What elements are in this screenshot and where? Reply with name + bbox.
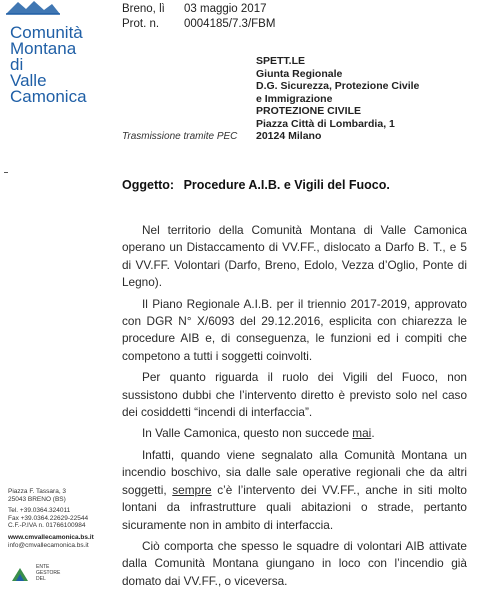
subject-label: Oggetto: bbox=[122, 178, 175, 192]
footer-email[interactable]: info@cmvallecamonica.bs.it bbox=[8, 541, 89, 549]
protocol-number: 0004185/7.3/FBM bbox=[184, 18, 276, 30]
letter-body bbox=[122, 222, 467, 594]
place-label: Breno, lì bbox=[122, 3, 165, 15]
recipient-line: e Immigrazione bbox=[256, 92, 333, 105]
text-run: Infatti, quando viene segnalato alla Comunità Montana un incendio boschivo, sia dalle sale operative regionali che da altri soggetti, bbox=[122, 447, 467, 497]
subject-text: Procedure A.I.B. e Vigili del Fuoco. bbox=[183, 178, 390, 192]
fold-mark bbox=[4, 172, 8, 173]
letterhead-footer bbox=[8, 488, 116, 549]
footer-address: Piazza F. Tassara, 3 bbox=[8, 488, 67, 495]
protocol-label: Prot. n. bbox=[122, 18, 160, 30]
body-paragraph: Il Piano Regionale A.I.B. per il triennio 2017-2019, approvato con DGR N° X/6093 del 29.12.2016, esplicita con chiarezza le procedure AIB e, di conseguenza, le funzioni ed i compiti che competono a tutti i soggetti coinvolti. bbox=[122, 296, 467, 363]
footer-logo-line: ENTE bbox=[36, 564, 50, 570]
footer-logo-caption bbox=[36, 564, 60, 582]
body-paragraph bbox=[122, 425, 467, 442]
letter-meta bbox=[122, 2, 275, 32]
recipient-line: 20124 Milano bbox=[256, 130, 322, 142]
body-paragraph: Per quanto riguarda il ruolo dei Vigili del Fuoco, non sussistono dubbi che l’intervento diretto è previsto solo nel caso dei cosiddetti “incendi di interfaccia”. bbox=[122, 370, 467, 420]
org-name-line: di bbox=[10, 55, 24, 74]
transmission-note: Trasmissione tramite PEC bbox=[122, 131, 238, 142]
underlined-word: mai bbox=[352, 426, 372, 441]
recipient-line: Piazza Città di Lombardia, 1 bbox=[256, 117, 395, 130]
mountain-crest-icon bbox=[4, 0, 62, 16]
org-name-line: Camonica bbox=[10, 87, 87, 106]
park-leaf-icon bbox=[10, 565, 30, 583]
text-run: . bbox=[371, 426, 375, 441]
org-name-line: Montana bbox=[10, 39, 77, 58]
body-paragraph: Ciò comporta che spesso le squadre di volontari AIB attivate dalla Comunità Montana giungano in loco con l’incendio già domato dai VV.FF., o viceversa. bbox=[122, 538, 467, 588]
body-paragraph: Nel territorio della Comunità Montana di Valle Camonica operano un Distaccamento di VV.FF., dislocato a Darfo B. T., e 5 di VV.FF. Volontari (Darfo, Breno, Edolo, Vezza d’Oglio, Ponte di Legno). bbox=[122, 223, 467, 290]
footer-logo-line: DEL bbox=[36, 576, 46, 582]
footer-logo-line: GESTORE bbox=[36, 570, 61, 576]
body-paragraph bbox=[122, 447, 467, 534]
letter-date: 03 maggio 2017 bbox=[184, 3, 267, 15]
footer-vat: C.F.-P.IVA n. 01766100984 bbox=[8, 522, 86, 530]
recipient-line: SPETT.LE bbox=[256, 55, 306, 67]
underlined-word: sempre bbox=[172, 482, 212, 497]
footer-address: 25043 BRENO (BS) bbox=[8, 495, 66, 503]
org-name-line: Valle bbox=[10, 71, 47, 90]
recipient-line: Giunta Regionale bbox=[256, 67, 343, 80]
subject-line bbox=[122, 178, 390, 192]
org-name-line: Comunità bbox=[10, 23, 83, 42]
footer-fax: Fax +39.0364.22629-22544 bbox=[8, 514, 89, 522]
text-run: In Valle Camonica, questo non succede bbox=[142, 426, 353, 441]
text-run: c’è l’intervento dei VV.FF., anche in siti molto lontani da infrastrutture quali abitazioni o strade, pertanto sicuramente non in ambito di interfaccia. bbox=[122, 482, 467, 532]
recipient-address bbox=[256, 55, 466, 143]
recipient-line: PROTEZIONE CIVILE bbox=[256, 105, 362, 117]
organization-name bbox=[10, 25, 110, 105]
footer-website[interactable]: www.cmvallecamonica.bs.it bbox=[8, 533, 94, 541]
recipient-line: D.G. Sicurezza, Protezione Civile bbox=[256, 80, 420, 92]
footer-phone: Tel. +39.0364.324011 bbox=[8, 507, 71, 515]
